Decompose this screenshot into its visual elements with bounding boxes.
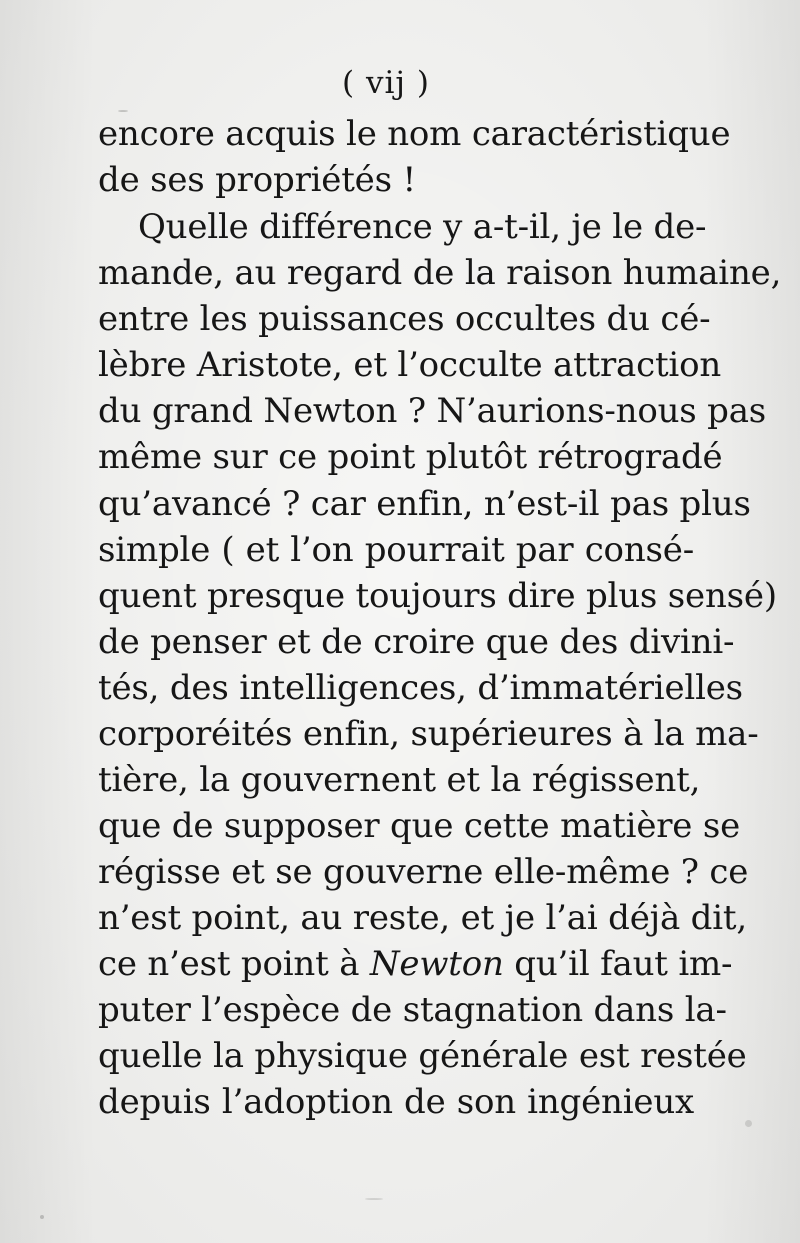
paper-speck — [365, 1198, 383, 1200]
text-line-4: mande, au regard de la raison humaine, — [98, 253, 782, 293]
text-line-19-start: ce n’est point à — [98, 944, 360, 984]
paper-speck — [40, 1215, 44, 1219]
text-line-18: n’est point, au reste, et je l’ai déjà dit, — [98, 898, 747, 938]
text-line-7: du grand Newton ? N’aurions-nous pas — [98, 391, 767, 431]
text-line-12: de penser et de croire que des divini- — [98, 622, 735, 662]
text-line-19-end: qu’il faut im- — [514, 944, 733, 984]
text-line-6: lèbre Aristote, et l’occulte attraction — [98, 345, 722, 385]
text-line-8: même sur ce point plutôt rétrogradé — [98, 437, 723, 477]
text-line-15: tière, la gouvernent et la régissent, — [98, 760, 701, 800]
text-line-13: tés, des intelligences, d’immatérielles — [98, 668, 743, 708]
text-line-16: que de supposer que cette matière se — [98, 806, 740, 846]
text-line-2: de ses propriétés ! — [98, 160, 416, 200]
text-line-22: depuis l’adoption de son ingénieux — [98, 1082, 694, 1122]
text-line-5: entre les puissances occultes du cé- — [98, 299, 711, 339]
emphasized-name: Newton — [369, 944, 504, 984]
text-line-11: quent presque toujours dire plus sensé) — [98, 576, 777, 616]
text-line-17: régisse et se gouverne elle-même ? ce — [98, 852, 749, 892]
text-line-20: puter l’espèce de stagnation dans la- — [98, 990, 727, 1030]
text-line-21: quelle la physique générale est restée — [98, 1036, 747, 1076]
text-line-1: encore acquis le nom caractéristique — [98, 114, 731, 154]
page-number: ( vij ) — [342, 65, 430, 101]
text-line-19 — [98, 942, 733, 986]
text-line-9: qu’avancé ? car enfin, n’est-il pas plus — [98, 484, 751, 524]
text-line-14: corporéités enfin, supérieures à la ma- — [98, 714, 759, 754]
paper-speck — [745, 1120, 752, 1127]
text-line-10: simple ( et l’on pourrait par consé- — [98, 530, 694, 570]
text-line-3: Quelle différence y a-t-il, je le de- — [138, 207, 707, 247]
